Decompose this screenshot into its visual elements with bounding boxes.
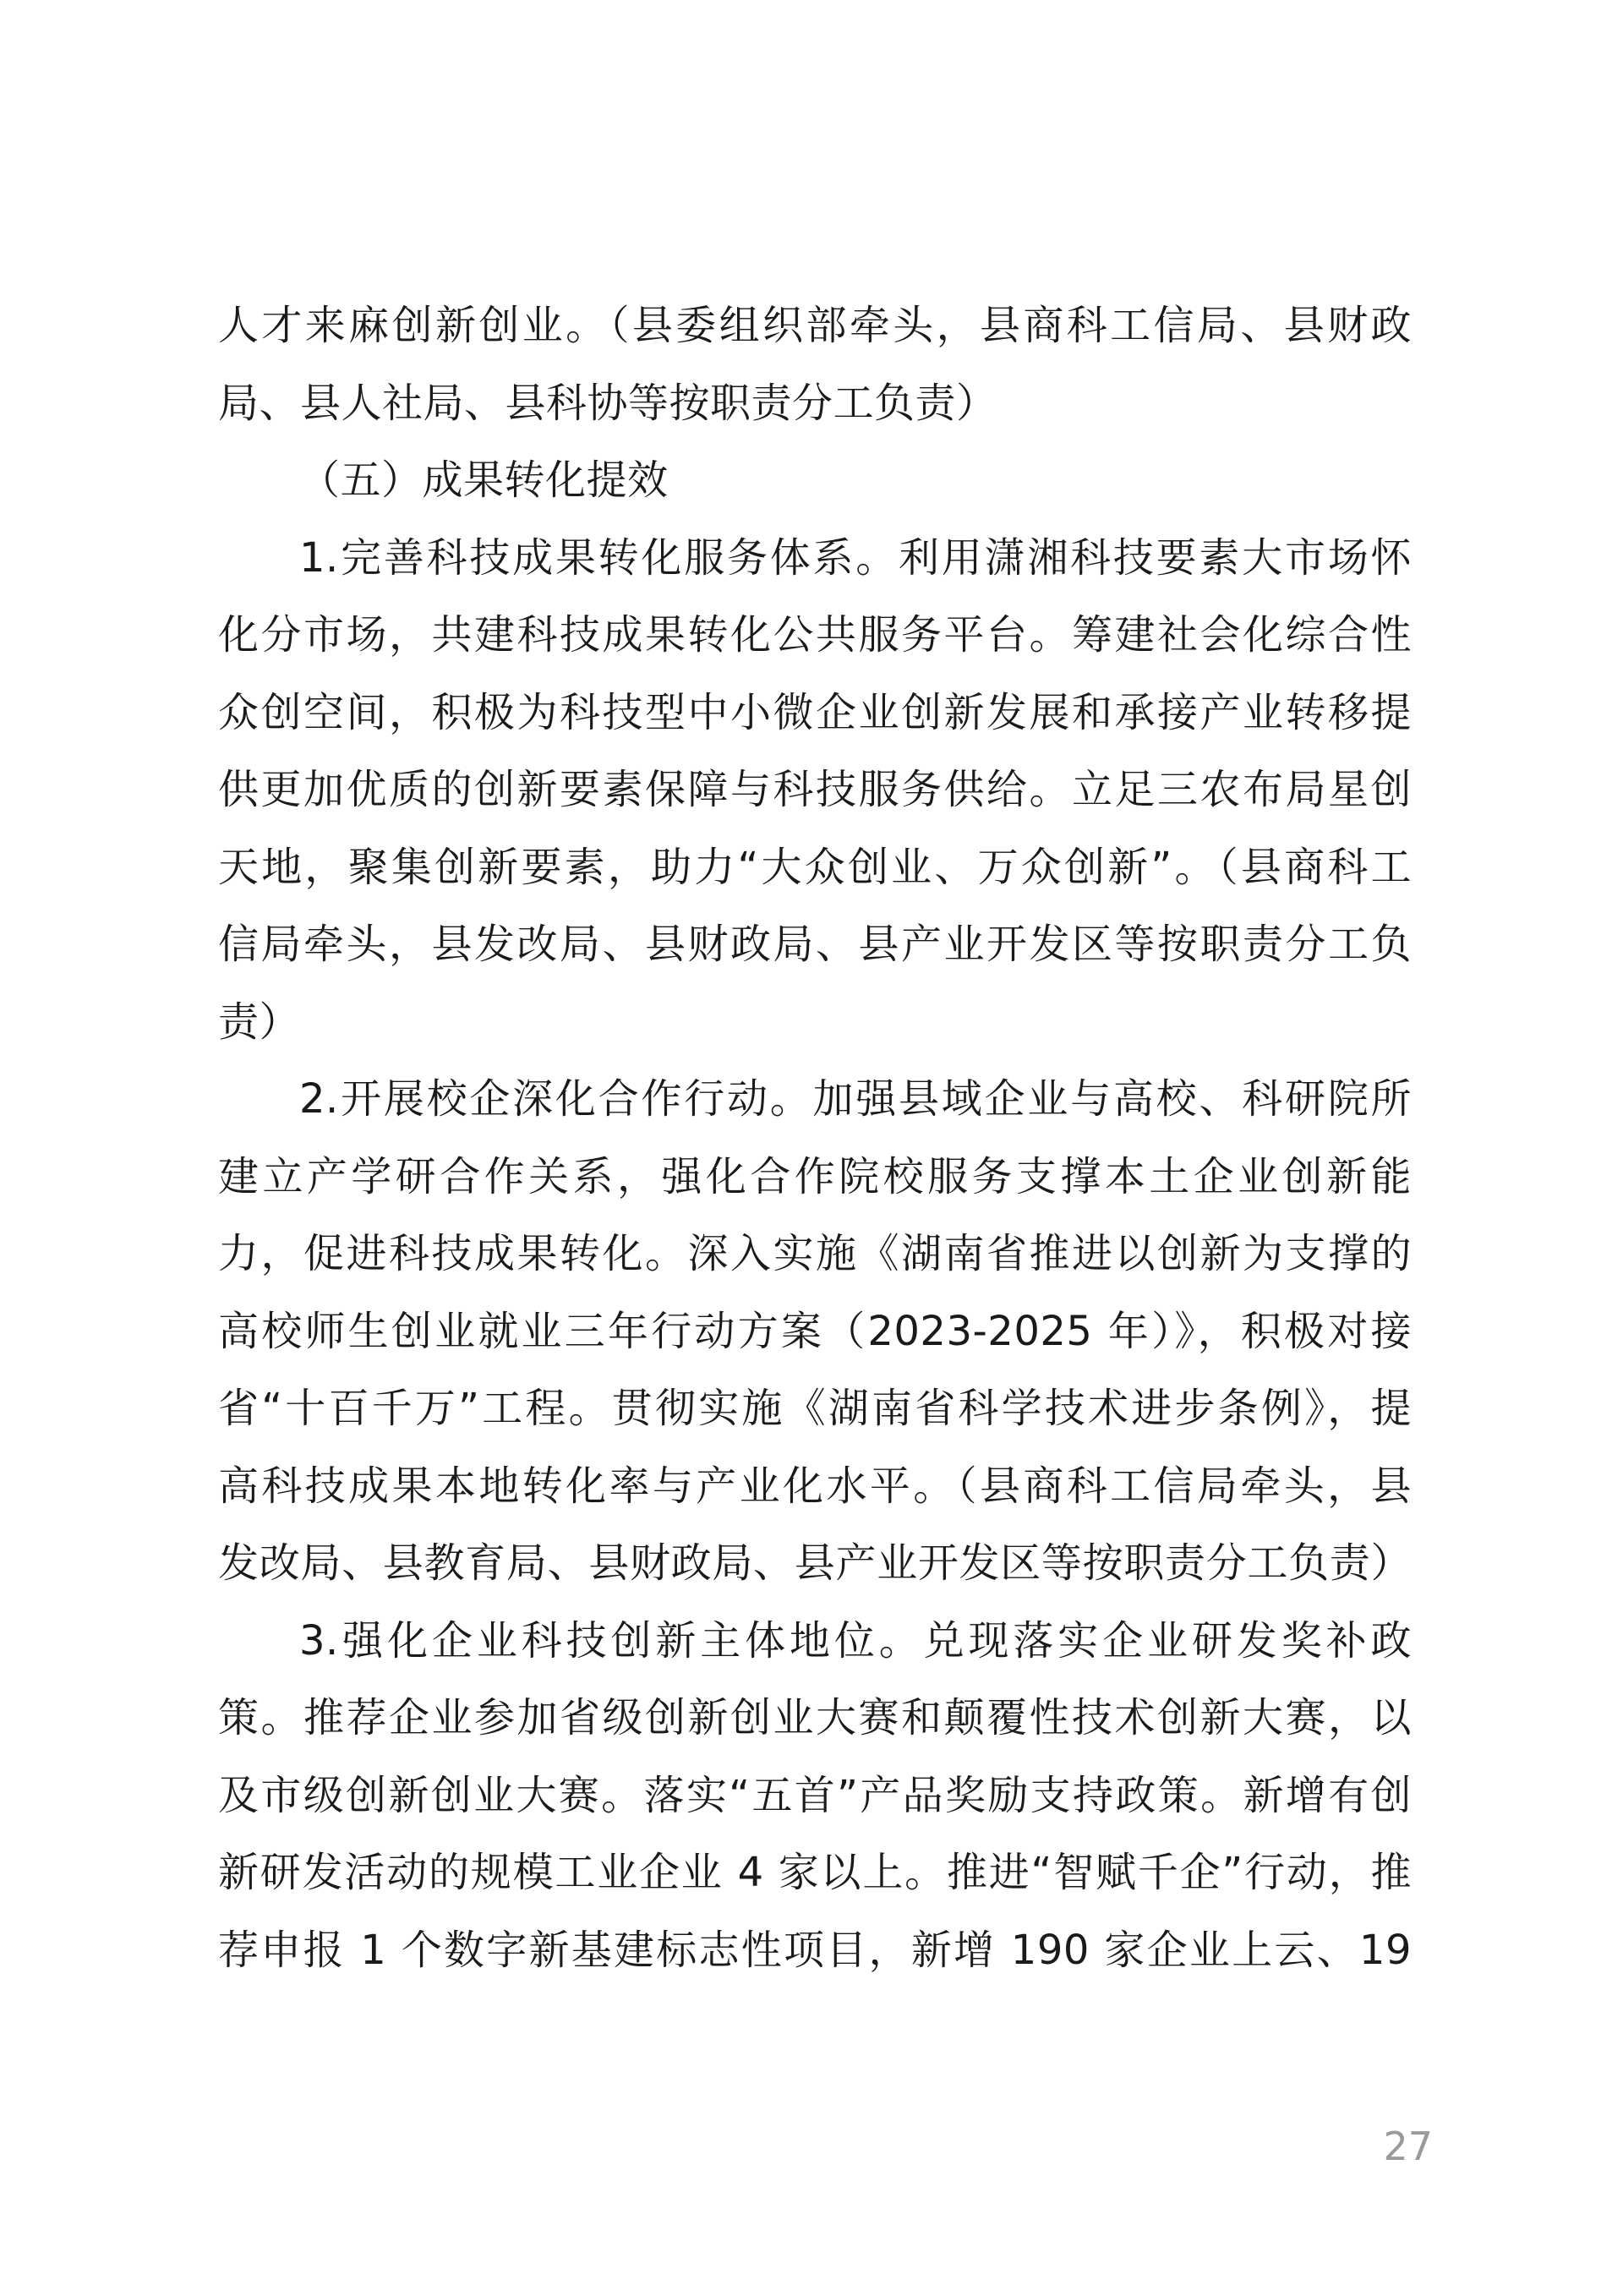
text-line: 高科技成果本地转化率与产业化水平。（县商科工信局牵头，县 bbox=[218, 1462, 1412, 1510]
paragraph-first-line: 2.开展校企深化合作行动。加强县域企业与高校、科研院所 bbox=[299, 1075, 1412, 1123]
text-line: 天地，聚集创新要素，助力“大众创业、万众创新”。（县商科工 bbox=[218, 843, 1412, 891]
paragraph-first-line: 3.强化企业科技创新主体地位。兑现落实企业研发奖补政 bbox=[299, 1616, 1412, 1665]
paragraph-first-line: 1.完善科技成果转化服务体系。利用潇湘科技要素大市场怀 bbox=[299, 533, 1412, 582]
text-line: 人才来麻创新创业。（县委组织部牵头，县商科工信局、县财政 bbox=[218, 302, 1412, 349]
text-line: 众创空间，积极为科技型中小微企业创新发展和承接产业转移提 bbox=[218, 688, 1412, 736]
text-line: 策。推荐企业参加省级创新创业大赛和颠覆性技术创新大赛，以 bbox=[218, 1694, 1412, 1741]
document-body bbox=[218, 287, 1412, 1989]
text-line: 责） bbox=[218, 998, 301, 1046]
section-heading: （五）成果转化提效 bbox=[299, 456, 669, 504]
text-line: 新研发活动的规模工业企业 4 家以上。推进“智赋千企”行动，推 bbox=[218, 1849, 1412, 1896]
text-line: 力，促进科技成果转化。深入实施《湖南省推进以创新为支撑的 bbox=[218, 1230, 1412, 1277]
text-line: 发改局、县教育局、县财政局、县产业开发区等按职责分工负责） bbox=[218, 1539, 1412, 1587]
text-line: 化分市场，共建科技成果转化公共服务平台。筹建社会化综合性 bbox=[218, 611, 1412, 659]
text-line: 省“十百千万”工程。贯彻实施《湖南省科学技术进步条例》，提 bbox=[218, 1385, 1412, 1432]
text-line: 建立产学研合作关系，强化合作院校服务支撑本土企业创新能 bbox=[218, 1152, 1412, 1200]
text-line: 荐申报 1 个数字新基建标志性项目，新增 190 家企业上云、19 bbox=[218, 1926, 1412, 1974]
text-line: 高校师生创业就业三年行动方案（2023-2025 年）》，积极对接 bbox=[218, 1307, 1412, 1355]
text-line: 局、县人社局、县科协等按职责分工负责） bbox=[218, 379, 997, 427]
text-line: 及市级创新创业大赛。落实“五首”产品奖励支持政策。新增有创 bbox=[218, 1771, 1412, 1819]
page-number: 27 bbox=[1383, 2124, 1433, 2169]
text-line: 信局牵头，县发改局、县财政局、县产业开发区等按职责分工负 bbox=[218, 921, 1412, 968]
text-line: 供更加优质的创新要素保障与科技服务供给。立足三农布局星创 bbox=[218, 766, 1412, 813]
